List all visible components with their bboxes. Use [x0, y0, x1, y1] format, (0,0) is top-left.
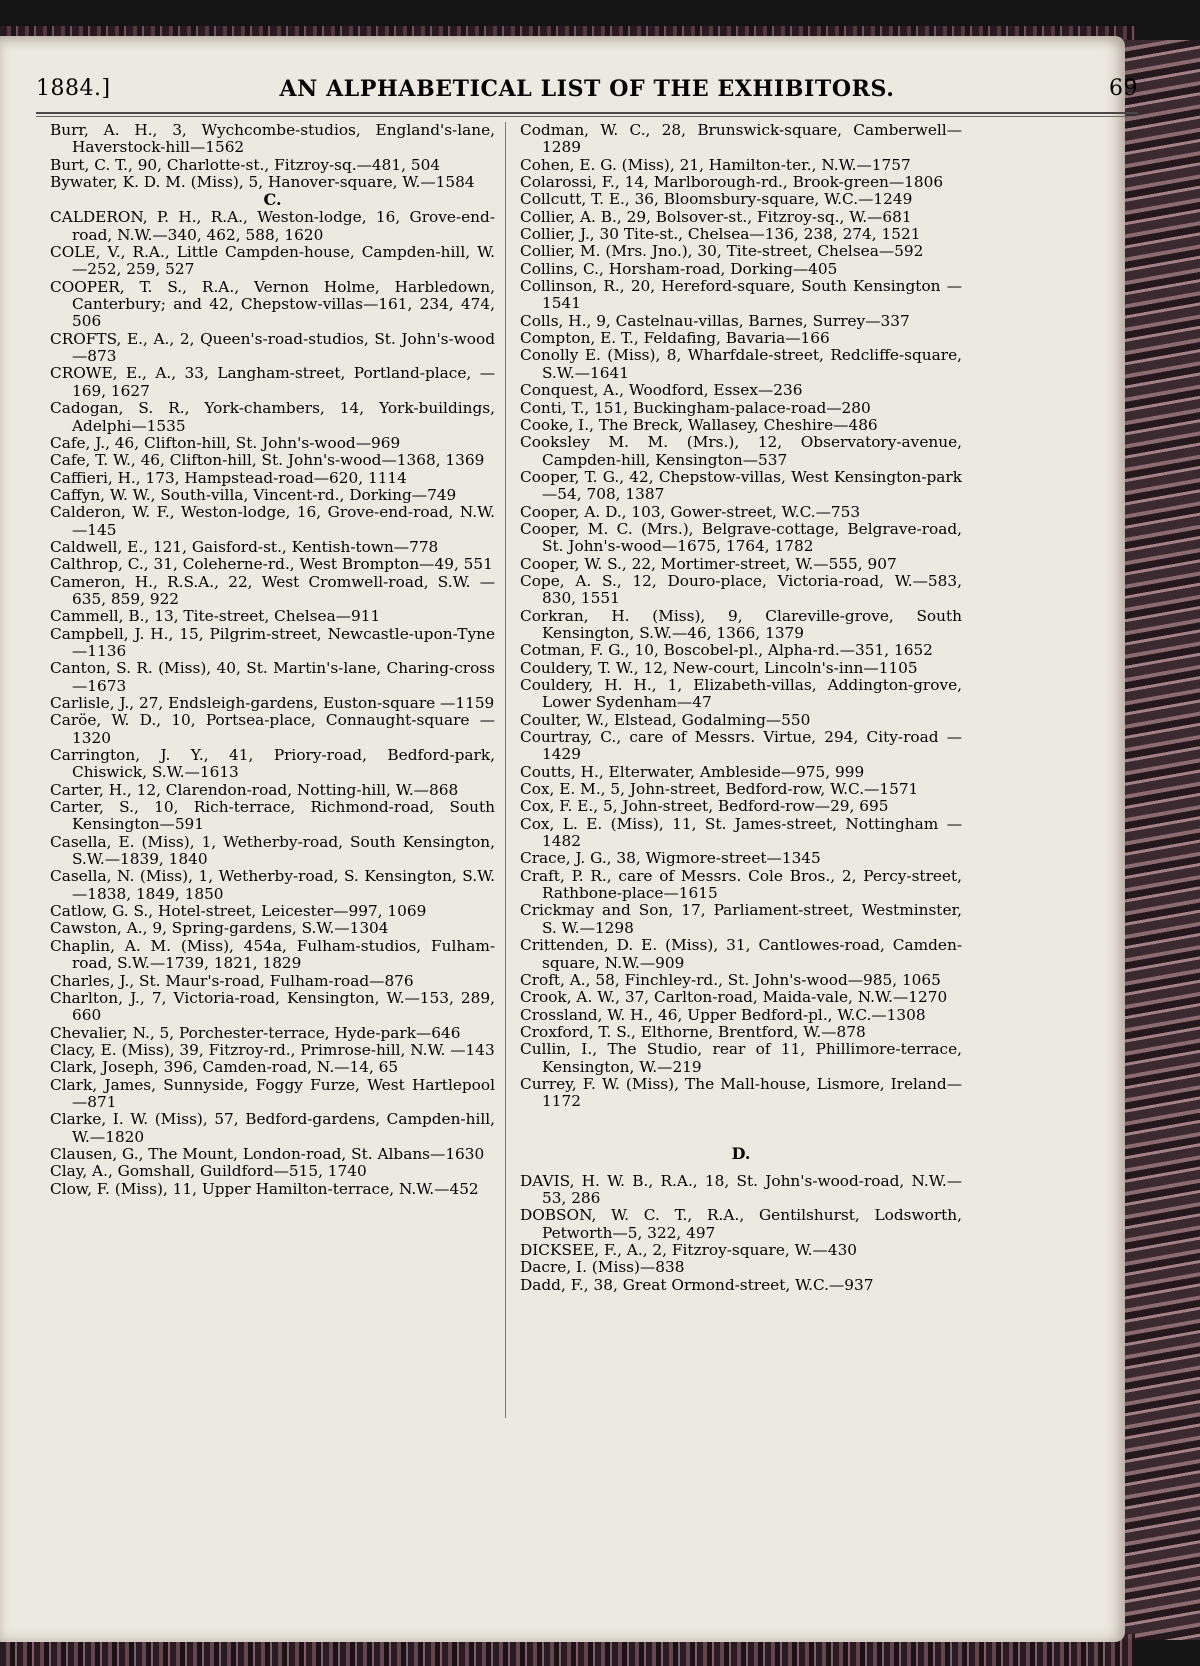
exhibitor-entry: Cameron, H., R.S.A., 22, West Cromwell-road, S.W. —635, 859, 922 — [50, 572, 495, 608]
exhibitor-entry: Clacy, E. (Miss), 39, Fitzroy-rd., Primrose-hill, N.W. —143 — [50, 1040, 495, 1059]
exhibitor-entry: Cooke, I., The Breck, Wallasey, Cheshire—486 — [520, 415, 878, 434]
page-number: 69 — [1109, 76, 1138, 101]
exhibitor-entry: Coutts, H., Elterwater, Ambleside—975, 999 — [520, 762, 865, 781]
exhibitor-entry: Clark, James, Sunnyside, Foggy Furze, West Hartlepool—871 — [50, 1075, 495, 1111]
exhibitor-entry: COLE, V., R.A., Little Campden-house, Campden-hill, W.—252, 259, 527 — [50, 243, 495, 279]
exhibitor-entry: Caröe, W. D., 10, Portsea-place, Connaught-square —1320 — [50, 711, 495, 747]
exhibitor-entry: Conti, T., 151, Buckingham-palace-road—280 — [520, 398, 871, 417]
exhibitor-entry: Cooper, M. C. (Mrs.), Belgrave-cottage, Belgrave-road, St. John's-wood—1675, 1764, 1782 — [520, 519, 962, 556]
right-column — [520, 122, 962, 1294]
exhibitor-entry: Cammell, B., 13, Tite-street, Chelsea—911 — [50, 607, 381, 626]
exhibitor-entry: Crickmay and Son, 17, Parliament-street, Westminster, S. W.—1298 — [520, 901, 962, 937]
exhibitor-entry: Casella, E. (Miss), 1, Wetherby-road, South Kensington, S.W.—1839, 1840 — [50, 832, 495, 869]
exhibitor-entry: Collcutt, T. E., 36, Bloomsbury-square, W.C.—1249 — [520, 190, 913, 209]
exhibitor-entry: Cadogan, S. R., York-chambers, 14, York-buildings, Adelphi—1535 — [50, 399, 495, 435]
header-rule-thin — [36, 116, 1138, 117]
header-rule — [36, 112, 1138, 114]
exhibitor-entry: CROWE, E., A., 33, Langham-street, Portland-place, —169, 1627 — [50, 364, 495, 400]
exhibitor-entry: Burr, A. H., 3, Wychcombe-studios, England's-lane, Haverstock-hill—1562 — [50, 121, 495, 157]
exhibitor-entry: Clark, Joseph, 396, Camden-road, N.—14, 65 — [50, 1058, 399, 1077]
exhibitor-entry: Cox, L. E. (Miss), 11, St. James-street, Nottingham —1482 — [520, 814, 962, 851]
exhibitor-entry: Collinson, R., 20, Hereford-square, South Kensington —1541 — [520, 277, 962, 313]
exhibitor-entry: Crook, A. W., 37, Carlton-road, Maida-vale, N.W.—1270 — [520, 988, 948, 1007]
exhibitor-entry: Crace, J. G., 38, Wigmore-street—1345 — [520, 849, 821, 868]
exhibitor-entry: Croft, A., 58, Finchley-rd., St. John's-wood—985, 1065 — [520, 970, 941, 989]
exhibitor-entry: Cohen, E. G. (Miss), 21, Hamilton-ter., N.W.—1757 — [520, 155, 911, 174]
exhibitor-entry: Cox, E. M., 5, John-street, Bedford-row, W.C.—1571 — [520, 780, 919, 799]
exhibitor-entry: Currey, F. W. (Miss), The Mall-house, Lismore, Ireland—1172 — [520, 1074, 962, 1111]
exhibitor-entry: Craft, P. R., care of Messrs. Cole Bros., 2, Percy-street, Rathbone-place—1615 — [520, 866, 962, 903]
exhibitor-entry: Carrington, J. Y., 41, Priory-road, Bedford-park, Chiswick, S.W.—1613 — [50, 746, 495, 782]
exhibitor-entry: Collier, A. B., 29, Bolsover-st., Fitzroy-sq., W.—681 — [520, 207, 912, 226]
exhibitor-entry: Casella, N. (Miss), 1, Wetherby-road, S. Kensington, S.W.—1838, 1849, 1850 — [50, 867, 495, 903]
exhibitor-entry: DAVIS, H. W. B., R.A., 18, St. John's-wood-road, N.W.—53, 286 — [520, 1171, 962, 1207]
exhibitor-entry: Croxford, T. S., Elthorne, Brentford, W.—878 — [520, 1022, 866, 1041]
exhibitor-entry: Couldery, T. W., 12, New-court, Lincoln's-inn—1105 — [520, 658, 918, 677]
exhibitor-entry: Catlow, G. S., Hotel-street, Leicester—997, 1069 — [50, 902, 427, 921]
exhibitor-entry: Conquest, A., Woodford, Essex—236 — [520, 381, 803, 400]
exhibitor-entry: Campbell, J. H., 15, Pilgrim-street, Newcastle-upon-Tyne—1136 — [50, 624, 495, 660]
section-heading-d: D. — [731, 1143, 751, 1163]
exhibitor-entry: Cooper, A. D., 103, Gower-street, W.C.—753 — [520, 502, 861, 521]
column-divider — [505, 122, 506, 1418]
section-heading-c: C. — [263, 190, 282, 210]
exhibitor-entry: Collier, M. (Mrs. Jno.), 30, Tite-street, Chelsea—592 — [520, 242, 924, 261]
exhibitor-entry: Cooksley M. M. (Mrs.), 12, Observatory-avenue, Campden-hill, Kensington—537 — [520, 433, 962, 469]
exhibitor-entry: Coulter, W., Elstead, Godalming—550 — [520, 710, 811, 729]
exhibitor-entry: Cawston, A., 9, Spring-gardens, S.W.—1304 — [50, 919, 389, 938]
exhibitor-entry: Caldwell, E., 121, Gaisford-st., Kentish-town—778 — [50, 537, 439, 556]
exhibitor-entry: Carlisle, J., 27, Endsleigh-gardens, Euston-square —1159 — [50, 694, 495, 712]
exhibitor-entry: COOPER, T. S., R.A., Vernon Holme, Harbledown, Canterbury; and 42, Chepstow-villas—161, 234, 474, 506 — [50, 277, 495, 331]
exhibitor-entry: Corkran, H. (Miss), 9, Clareville-grove, South Kensington, S.W.—46, 1366, 1379 — [520, 606, 962, 642]
exhibitor-entry: Calthrop, C., 31, Coleherne-rd., West Brompton—49, 551 — [50, 555, 493, 574]
exhibitor-entry: Carter, H., 12, Clarendon-road, Notting-hill, W.—868 — [50, 780, 459, 799]
header-year: 1884.] — [36, 76, 111, 101]
exhibitor-entry: Charlton, J., 7, Victoria-road, Kensington, W.—153, 289, 660 — [50, 988, 495, 1025]
exhibitor-entry: CROFTS, E., A., 2, Queen's-road-studios, St. John's-wood—873 — [50, 329, 495, 366]
exhibitor-entry: Cotman, F. G., 10, Boscobel-pl., Alpha-rd.—351, 1652 — [520, 641, 933, 660]
exhibitor-entry: Carter, S., 10, Rich-terrace, Richmond-road, South Kensington—591 — [50, 798, 495, 834]
entries-c-right — [520, 122, 962, 1111]
page-header — [36, 76, 1138, 110]
exhibitor-entry: Bywater, K. D. M. (Miss), 5, Hanover-square, W.—1584 — [50, 173, 475, 192]
exhibitor-entry: Dadd, F., 38, Great Ormond-street, W.C.—937 — [520, 1275, 874, 1294]
exhibitor-entry: Clow, F. (Miss), 11, Upper Hamilton-terrace, N.W.—452 — [50, 1179, 479, 1198]
exhibitor-entry: Caffieri, H., 173, Hampstead-road—620, 1114 — [50, 468, 407, 487]
exhibitor-entry: Couldery, H. H., 1, Elizabeth-villas, Addington-grove, Lower Sydenham—47 — [520, 676, 962, 712]
exhibitor-entry: Cafe, T. W., 46, Clifton-hill, St. John's-wood—1368, 1369 — [50, 451, 485, 470]
exhibitor-entry: Burt, C. T., 90, Charlotte-st., Fitzroy-sq.—481, 504 — [50, 155, 441, 174]
exhibitor-entry: Clausen, G., The Mount, London-road, St. Albans—1630 — [50, 1144, 485, 1163]
exhibitor-entry: Cope, A. S., 12, Douro-place, Victoria-road, W.—583, 830, 1551 — [520, 571, 962, 608]
exhibitor-entry: DICKSEE, F., A., 2, Fitzroy-square, W.—430 — [520, 1240, 858, 1259]
entries-b-continued — [50, 122, 495, 191]
left-column — [50, 122, 495, 1198]
exhibitor-entry: Colarossi, F., 14, Marlborough-rd., Brook-green—1806 — [520, 173, 944, 192]
exhibitor-entry: Collier, J., 30 Tite-st., Chelsea—136, 238, 274, 1521 — [520, 225, 921, 244]
exhibitor-entry: Colls, H., 9, Castelnau-villas, Barnes, Surrey—337 — [520, 311, 910, 330]
exhibitor-entry: Caffyn, W. W., South-villa, Vincent-rd., Dorking—749 — [50, 485, 457, 504]
exhibitor-entry: DOBSON, W. C. T., R.A., Gentilshurst, Lodsworth, Petworth—5, 322, 497 — [520, 1206, 962, 1242]
entries-d — [520, 1173, 962, 1294]
exhibitor-entry: Cooper, T. G., 42, Chepstow-villas, West Kensington-park—54, 708, 1387 — [520, 467, 962, 504]
exhibitor-entry: Crittenden, D. E. (Miss), 31, Cantlowes-road, Camden-square, N.W.—909 — [520, 936, 962, 972]
header-title: AN ALPHABETICAL LIST OF THE EXHIBITORS. — [279, 76, 895, 102]
exhibitor-entry: Calderon, W. F., Weston-lodge, 16, Grove-end-road, N.W.—145 — [50, 503, 495, 539]
exhibitor-entry: CALDERON, P. H., R.A., Weston-lodge, 16, Grove-end-road, N.W.—340, 462, 588, 1620 — [50, 208, 495, 244]
exhibitor-entry: Crossland, W. H., 46, Upper Bedford-pl., W.C.—1308 — [520, 1005, 926, 1024]
exhibitor-entry: Collins, C., Horsham-road, Dorking—405 — [520, 259, 838, 278]
exhibitor-entry: Cox, F. E., 5, John-street, Bedford-row—29, 695 — [520, 797, 889, 816]
exhibitor-entry: Courtray, C., care of Messrs. Virtue, 294, City-road —1429 — [520, 728, 962, 764]
exhibitor-entry: Chevalier, N., 5, Porchester-terrace, Hyde-park—646 — [50, 1023, 461, 1042]
exhibitor-entry: Compton, E. T., Feldafing, Bavaria—166 — [520, 329, 830, 348]
exhibitor-entry: Cullin, I., The Studio, rear of 11, Phillimore-terrace, Kensington, W.—219 — [520, 1040, 962, 1076]
exhibitor-entry: Dacre, I. (Miss)—838 — [520, 1258, 685, 1277]
exhibitor-entry: Clay, A., Gomshall, Guildford—515, 1740 — [50, 1162, 367, 1181]
exhibitor-entry: Cafe, J., 46, Clifton-hill, St. John's-wood—969 — [50, 433, 401, 452]
exhibitor-entry: Cooper, W. S., 22, Mortimer-street, W.—555, 907 — [520, 554, 897, 573]
exhibitor-entry: Chaplin, A. M. (Miss), 454a, Fulham-studios, Fulham-road, S.W.—1739, 1821, 1829 — [50, 936, 495, 973]
exhibitor-entry: Canton, S. R. (Miss), 40, St. Martin's-lane, Charing-cross—1673 — [50, 659, 495, 695]
exhibitor-entry: Conolly E. (Miss), 8, Wharfdale-street, Redcliffe-square, S.W.—1641 — [520, 346, 962, 382]
exhibitor-entry: Clarke, I. W. (Miss), 57, Bedford-gardens, Campden-hill, W.—1820 — [50, 1110, 495, 1146]
marbled-right-edge — [1116, 40, 1200, 1640]
exhibitor-entry: Charles, J., St. Maur's-road, Fulham-road—876 — [50, 971, 414, 990]
entries-c-left — [50, 209, 495, 1198]
exhibitor-entry: Codman, W. C., 28, Brunswick-square, Camberwell—1289 — [520, 121, 962, 157]
